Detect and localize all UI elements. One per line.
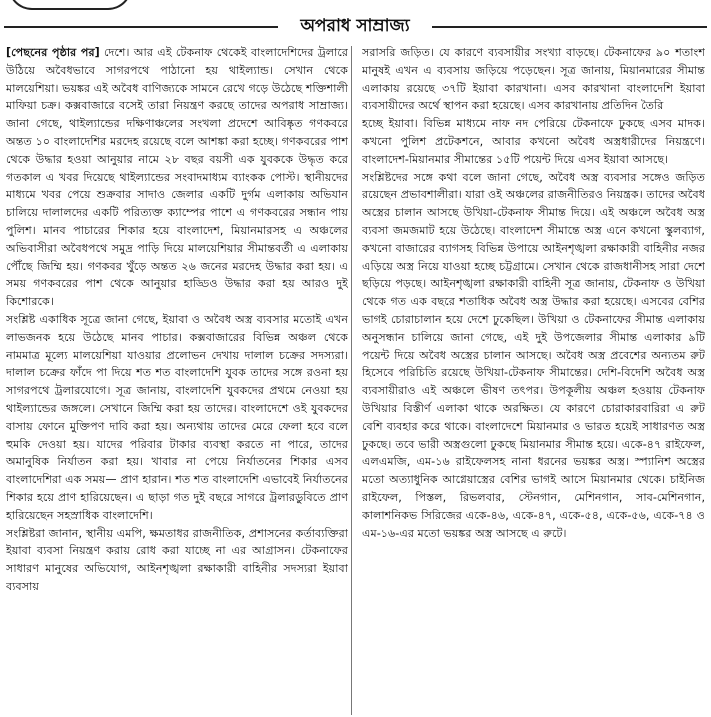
left-paragraph-3: সংশ্লিষ্টরা জানান, স্থানীয় এমপি, ক্ষমতাধর রাজনীতিক, প্রশাসনের কর্তাব্যক্তিরা ইয়াবা ব্যবসা নিয়ন্ত্রণ করায় রোধ করা যাচ্ছে না এর আগ্রাসন। টেকনাফের সাধারণ মানুষের অভিযোগ, আইনশৃঙ্খলা রক্ষাকারী বাহিনীর সদস্যরা ইয়াবা ব্যবসায় xyxy=(6,526,348,593)
headline-rule-right xyxy=(432,26,707,28)
left-paragraph-1 xyxy=(6,44,348,311)
top-decorative-arc xyxy=(8,0,132,10)
right-paragraph-1: সরাসরি জড়িত। যে কারণে ব্যবসায়ীর সংখ্যা বাড়ছে। টেকনাফের ৯০ শতাংশ মানুষই এখন এ ব্যবসায় জড়িয়ে পড়েছেন। সূত্র জানায়, মিয়ানমারের সীমান্ত এলাকায় রয়েছে ৩৭টি ইয়াবা কারখানা। এসব কারখানা বাংলাদেশি ইয়াবা ব্যবসায়ীদের অর্থে স্থাপন করা হয়েছে। এসব কারখানায় প্রতিদিন তৈরি xyxy=(362,46,705,113)
continuation-lead: [পেছনের পৃষ্ঠার পর] xyxy=(6,46,100,59)
article-column-right xyxy=(362,44,705,716)
headline-box xyxy=(278,14,432,40)
article-column-left xyxy=(6,44,348,716)
left-paragraph-1-text: দেশে। আর এই টেকনাফ থেকেই বাংলাদেশিদের ট্রলারে উঠিয়ে অবৈধভাবে সাগরপথে পাঠানো হয় থাইল্যান্ড। সেখান থেকে মালয়েশিয়া। ভয়ঙ্কর এই অবৈধ বাণিজ্যকে সামনে রেখে গড়ে উঠেছে শক্তিশালী মাফিয়া চক্র। কক্সবাজারে বসেই তারা নিয়ন্ত্রণ করছে তাদের অপরাধ সাম্রাজ্য। জানা গেছে, থাইল্যান্ডের দক্ষিণাঞ্চলের সংখলা প্রদেশে আবিষ্কৃত গণকবরে অন্তত ১০ বাংলাদেশির মরদেহ রয়েছে বলে আশঙ্কা করা হচ্ছে। গণকবরের পাশ থেকে উদ্ধার হওয়া আনুয়ার নামে ২৮ বছর বয়সী এক যুবককে উদ্ধৃত করে গতকাল এ খবর দিয়েছে থাইল্যান্ডের সংবাদমাধ্যম ব্যাংকক পোস্ট। স্থানীয়দের মাধ্যমে খবর পেয়ে শুক্রবার সাদাও জেলার একটি দুর্গম এলাকায় অভিযান চালিয়ে দালালদের একটি পরিত্যক্ত ক্যাম্পের পাশে এ গণকবরের সন্ধান পায় পুলিশ। মানব পাচারের শিকার হয়ে বাংলাদেশ, মিয়ানমারসহ এ অঞ্চলের অভিবাসীরা অবৈধপথে সমুদ্র পাড়ি দিয়ে মালয়েশিয়ার সীমান্তবর্তী এ এলাকায় পৌঁছে জিম্মি হয়। গণকবর খুঁড়ে অন্তত ২৬ জনের মরদেহ উদ্ধার করা হয়। এ সময় গণকবরের পাশ থেকে আনুয়ার হাড্ডিও উদ্ধার করা হয় আরও দুই কিশোরকে। xyxy=(6,46,348,309)
right-paragraph-2: হচ্ছে ইয়াবা। বিভিন্ন মাধ্যমে নাফ নদ পেরিয়ে টেকনাফে ঢুকছে এসব মাদক। কখনো পুলিশ প্রটেকশনে, আবার কখনো অবৈধ অস্ত্রধারীদের নিয়ন্ত্রণে। বাংলাদেশ-মিয়ানমার সীমান্তের ১৫টি পয়েন্ট দিয়ে এসব ইয়াবা আসছে। xyxy=(362,117,705,166)
left-paragraph-2: সংশ্লিষ্ট একাধিক সূত্রে জানা গেছে, ইয়াবা ও অবৈধ অস্ত্র ব্যবসার মতোই এখন লাভজনক হয়ে উঠেছে মানব পাচার। কক্সবাজারের বিভিন্ন অঞ্চল থেকে নামমাত্র মূল্যে মালয়েশিয়া যাওয়ার প্রলোভন দেখায় দালাল চক্রের সদস্যরা। দালাল চক্রের ফাঁদে পা দিয়ে শত শত বাংলাদেশি যুবক তাদের সঙ্গে রওনা হয় সাগরপথে ট্রলারযোগে। সূত্র জানায়, বাংলাদেশি যুবকদের প্রথমে নেওয়া হয় থাইল্যান্ডের জঙ্গলে। সেখানে জিম্মি করা হয় তাদের। বাংলাদেশে ওই যুবকদের বাসায় ফোনে মুক্তিপণ দাবি করা হয়। অন্যথায় তাদের মেরে ফেলা হবে বলে হুমকি দেওয়া হয়। যাদের পরিবার টাকার ব্যবস্থা করতে না পারে, তাদের অমানুষিক নির্যাতন করা হয়। খাবার না পেয়ে নির্যাতনের শিকার এসব বাংলাদেশিরা এক সময়— প্রাণ হারান। শত শত বাংলাদেশি এভাবেই নির্যাতনের শিকার হয়ে প্রাণ হারিয়েছেন। এ ছাড়া গত দুই বছরে সাগরে ট্রলারডুবিতে প্রাণ হারিয়েছেন সহস্রাধিক বাংলাদেশি। xyxy=(6,312,348,522)
headline-rule-left xyxy=(4,26,279,28)
section-headline: অপরাধ সাম্রাজ্য xyxy=(300,16,410,36)
right-paragraph-3: সংশ্লিষ্টদের সঙ্গে কথা বলে জানা গেছে, অবৈধ অস্ত্র ব্যবসার সঙ্গেও জড়িত রয়েছেন প্রভাবশালীরা। যারা ওই অঞ্চলের রাজনীতিরও নিয়ন্ত্রক। তাদের অবৈধ অস্ত্রের চালান আসছে উখিয়া-টেকনাফ সীমান্ত দিয়ে। এই অঞ্চলে অবৈধ অস্ত্র ব্যবসা জমজমাট হয়ে উঠেছে। বাংলাদেশ সীমান্তে অস্ত্র এনে কখনো স্কুলব্যাগ, কখনো বাজারের ব্যাগসহ বিভিন্ন উপায়ে আইনশৃঙ্খলা রক্ষাকারী বাহিনীর নজর এড়িয়ে অস্ত্র নিয়ে যাওয়া হচ্ছে চট্টগ্রামে। সেখান থেকে রাজধানীসহ সারা দেশে ছড়িয়ে পড়ছে। আইনশৃঙ্খলা রক্ষাকারী বাহিনী সূত্র জানায়, টেকনাফ ও উখিয়া থেকে গত এক বছরে শতাধিক অবৈধ অস্ত্র উদ্ধার করা হয়েছে। এসবের বেশির ভাগই চোরাচালান হয়ে দেশে ঢুকেছিল। উখিয়া ও টেকনাফের সীমান্ত এলাকায় অনুসন্ধান চালিয়ে জানা গেছে, এই দুই উপজেলার সীমান্ত এলাকার ৯টি পয়েন্ট দিয়ে অবৈধ অস্ত্রের চালান আসছে। অবৈধ অস্ত্র প্রবেশের অন্যতম রুট হিসেবে পরিচিতি রয়েছে উখিয়া-টেকনাফ সীমান্তের। দেশি-বিদেশি অবৈধ অস্ত্র ব্যবসায়ীরাও এই অঞ্চলে ভীষণ তৎপর। উপকূলীয় অঞ্চল হওয়ায় টেকনাফ উখিয়ার বিস্তীর্ণ এলাকা থাকে অরক্ষিত। যে কারণে চোরাকারবারিরা এ রুট বেশি ব্যবহার করে থাকে। বাংলাদেশে মিয়ানমার ও ভারত হয়েই সাধারণত অস্ত্র ঢুকছে। তবে ভারী অস্ত্রগুলো ঢুকছে মিয়ানমার সীমান্ত হয়ে। একে-৪৭ রাইফেল, এলএমজি, এম-১৬ রাইফেলসহ নানা ধরনের ভয়ঙ্কর অস্ত্র। স্প্যানিশ অস্ত্রের মতো অত্যাধুনিক আগ্নেয়াস্ত্রের বেশির ভাগই আসে মিয়ানমার থেকে। চাইনিজ রাইফেল, পিস্তল, রিভলবার, স্টেনগান, মেশিনগান, সাব-মেশিনগান, কালাশনিকভ সিরিজের একে-৪৬, একে-৪৭, একে-৫৪, একে-৫৬, একে-৭৪ ও এম-১৬-এর মতো ভয়ঙ্কর অস্ত্র আসছে এ রুটে। xyxy=(362,170,705,540)
column-divider xyxy=(351,46,352,715)
page-top-strip xyxy=(0,0,711,8)
